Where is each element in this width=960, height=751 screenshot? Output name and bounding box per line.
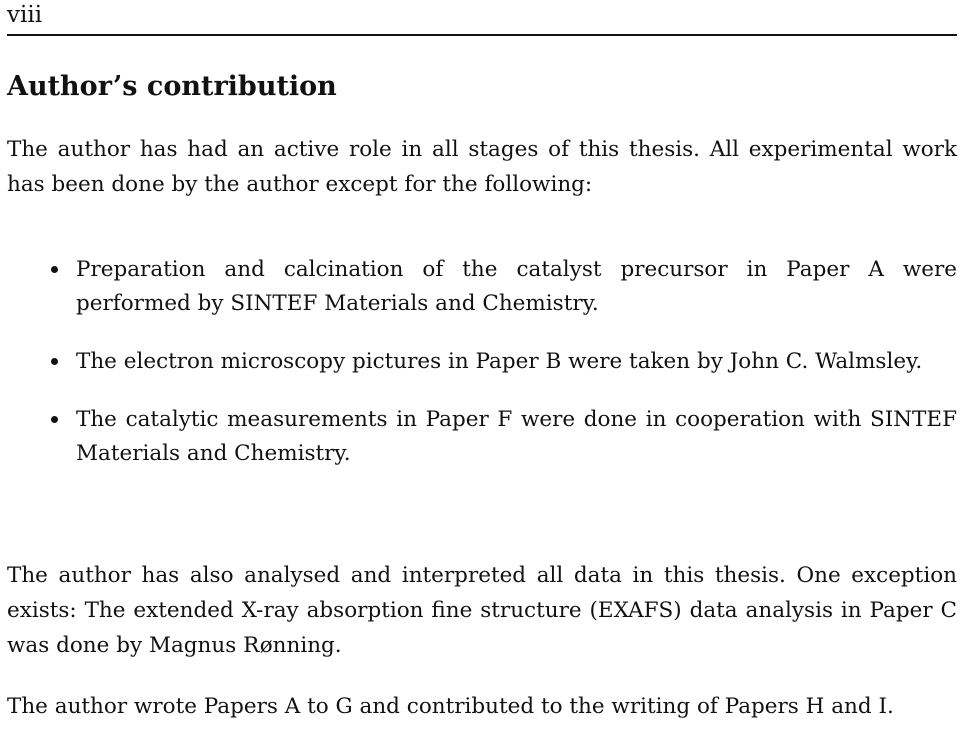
writing-paragraph: The author wrote Papers A to G and contributed to the writing of Papers H and I. — [7, 694, 894, 719]
exceptions-list — [7, 253, 957, 495]
analysis-paragraph: The author has also analysed and interpreted all data in this thesis. One exception exists: The extended X-ray absorption fine structure (EXAFS) data analysis in Paper C was done by Magnus Rønning. — [7, 563, 957, 658]
list-item — [7, 345, 957, 379]
section-title: Author’s contribution — [7, 71, 337, 102]
bullet-icon — [51, 416, 58, 423]
list-item — [7, 253, 957, 321]
list-item — [7, 403, 957, 471]
list-item-text: The electron microscopy pictures in Paper B were taken by John C. Walmsley. — [76, 349, 923, 374]
document-page — [7, 0, 957, 751]
page-number: viii — [7, 2, 43, 28]
bullet-icon — [51, 266, 58, 273]
bullet-icon — [51, 358, 58, 365]
intro-paragraph: The author has had an active role in all stages of this thesis. All experimental work has been done by the author except for the following: — [7, 137, 957, 197]
list-item-text: Preparation and calcination of the catalyst precursor in Paper A were performed by SINTEF Materials and Chemistry. — [76, 257, 957, 316]
list-item-text: The catalytic measurements in Paper F were done in cooperation with SINTEF Materials and Chemistry. — [76, 407, 957, 466]
page-header — [7, 0, 957, 36]
